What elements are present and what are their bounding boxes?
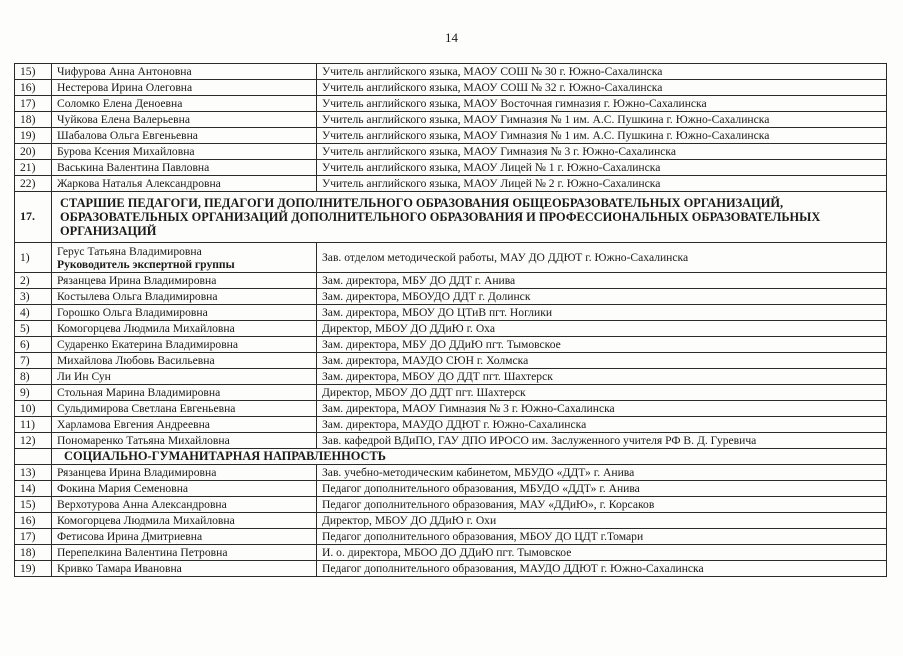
table-row xyxy=(15,401,887,417)
leader-role: Руководитель экспертной группы xyxy=(57,257,235,271)
direction-title: СОЦИАЛЬНО-ГУМАНИТАРНАЯ НАПРАВЛЕННОСТЬ xyxy=(52,449,887,465)
row-number: 11) xyxy=(15,417,52,433)
row-number: 19) xyxy=(15,561,52,577)
row-number: 5) xyxy=(15,321,52,337)
leader-row xyxy=(15,243,887,273)
row-number: 15) xyxy=(15,497,52,513)
position-cell: Учитель английского языка, МАОУ Гимназия № 1 им. А.С. Пушкина г. Южно-Сахалинска xyxy=(317,112,887,128)
table-row xyxy=(15,369,887,385)
table-row xyxy=(15,160,887,176)
position-cell: Педагог дополнительного образования, МАУДО ДДЮТ г. Южно-Сахалинска xyxy=(317,561,887,577)
name-cell: Пономаренко Татьяна Михайловна xyxy=(52,433,317,449)
name-cell: Верхотурова Анна Александровна xyxy=(52,497,317,513)
name-cell: Комогорцева Людмила Михайловна xyxy=(52,513,317,529)
table-row xyxy=(15,176,887,192)
row-number: 7) xyxy=(15,353,52,369)
name-cell: Нестерова Ирина Олеговна xyxy=(52,80,317,96)
name-cell: Фетисова Ирина Дмитриевна xyxy=(52,529,317,545)
row-number: 22) xyxy=(15,176,52,192)
table-body-bottom xyxy=(15,465,887,577)
row-number: 13) xyxy=(15,465,52,481)
section-title: СТАРШИЕ ПЕДАГОГИ, ПЕДАГОГИ ДОПОЛНИТЕЛЬНОГО ОБРАЗОВАНИЯ ОБЩЕОБРАЗОВАТЕЛЬНЫХ ОРГАНИЗАЦИЙ, ОБРАЗОВАТЕЛЬНЫХ ОРГАНИЗАЦИЙ ДОПОЛНИТЕЛЬНОГО ОБРАЗОВАНИЯ И ПРОФЕССИОНАЛЬНЫХ ОБРАЗОВАТЕЛЬНЫХ ОРГАНИЗАЦИЙ xyxy=(52,192,887,243)
expert-table xyxy=(14,63,887,577)
table-row xyxy=(15,513,887,529)
position-cell: Зам. директора, МАУДО СЮН г. Холмска xyxy=(317,353,887,369)
row-number: 2) xyxy=(15,273,52,289)
position-cell: Учитель английского языка, МАОУ Гимназия № 3 г. Южно-Сахалинска xyxy=(317,144,887,160)
position-cell: Педагог дополнительного образования, МАУ «ДДиЮ», г. Корсаков xyxy=(317,497,887,513)
name-cell: Костылева Ольга Владимировна xyxy=(52,289,317,305)
name-cell: Чуйкова Елена Валерьевна xyxy=(52,112,317,128)
name-cell: Фокина Мария Семеновна xyxy=(52,481,317,497)
position-cell: Директор, МБОУ ДО ДДиЮ г. Охи xyxy=(317,513,887,529)
position-cell: Зам. директора, МАОУ Гимназия № 3 г. Южно-Сахалинска xyxy=(317,401,887,417)
position-cell: Зав. кафедрой ВДиПО, ГАУ ДПО ИРОСО им. Заслуженного учителя РФ В. Д. Гуревича xyxy=(317,433,887,449)
table-row xyxy=(15,144,887,160)
table-row xyxy=(15,337,887,353)
position-cell: Зав. учебно-методическим кабинетом, МБУДО «ДДТ» г. Анива xyxy=(317,465,887,481)
name-cell: Сударенко Екатерина Владимировна xyxy=(52,337,317,353)
position-cell: Учитель английского языка, МАОУ Гимназия № 1 им. А.С. Пушкина г. Южно-Сахалинска xyxy=(317,128,887,144)
table-row xyxy=(15,64,887,80)
row-number: 1) xyxy=(15,243,52,273)
table-body-mid xyxy=(15,273,887,449)
row-number: 16) xyxy=(15,80,52,96)
name-cell: Горошко Ольга Владимировна xyxy=(52,305,317,321)
name-cell: Харламова Евгения Андреевна xyxy=(52,417,317,433)
row-number: 9) xyxy=(15,385,52,401)
table-row xyxy=(15,545,887,561)
name-cell: Комогорцева Людмила Михайловна xyxy=(52,321,317,337)
page-number: 14 xyxy=(445,30,458,45)
table-row xyxy=(15,128,887,144)
table-row xyxy=(15,417,887,433)
position-cell: Учитель английского языка, МАОУ Лицей № 2 г. Южно-Сахалинска xyxy=(317,176,887,192)
position-cell: Зам. директора, МБОУДО ДДТ г. Долинск xyxy=(317,289,887,305)
name-cell: Михайлова Любовь Васильевна xyxy=(52,353,317,369)
position-cell: Зам. директора, МАУДО ДДЮТ г. Южно-Сахалинска xyxy=(317,417,887,433)
table-row xyxy=(15,321,887,337)
table-row xyxy=(15,497,887,513)
name-cell: Чифурова Анна Антоновна xyxy=(52,64,317,80)
position-cell: Педагог дополнительного образования, МБОУ ДО ЦДТ г.Томари xyxy=(317,529,887,545)
row-number: 10) xyxy=(15,401,52,417)
row-number: 17) xyxy=(15,529,52,545)
position-cell: Зам. директора, МБУ ДО ДДиЮ пгт. Тымовское xyxy=(317,337,887,353)
name-cell: Рязанцева Ирина Владимировна xyxy=(52,273,317,289)
section-17 xyxy=(15,192,887,273)
table-row xyxy=(15,112,887,128)
row-number: 8) xyxy=(15,369,52,385)
table-row xyxy=(15,273,887,289)
row-number: 6) xyxy=(15,337,52,353)
name-cell: Стольная Марина Владимировна xyxy=(52,385,317,401)
name-cell: Соломко Елена Деноевна xyxy=(52,96,317,112)
row-number: 4) xyxy=(15,305,52,321)
row-number: 17) xyxy=(15,96,52,112)
row-number: 18) xyxy=(15,545,52,561)
table-row xyxy=(15,289,887,305)
direction-block xyxy=(15,449,887,465)
position-cell: Учитель английского языка, МАОУ СОШ № 32 г. Южно-Сахалинска xyxy=(317,80,887,96)
position-cell: Педагог дополнительного образования, МБУДО «ДДТ» г. Анива xyxy=(317,481,887,497)
row-number: 18) xyxy=(15,112,52,128)
name-cell: Рязанцева Ирина Владимировна xyxy=(52,465,317,481)
position-cell: Директор, МБОУ ДО ДДиЮ г. Оха xyxy=(317,321,887,337)
position-cell: И. о. директора, МБОО ДО ДДиЮ пгт. Тымовское xyxy=(317,545,887,561)
name-cell: Ли Ин Сун xyxy=(52,369,317,385)
row-number: 16) xyxy=(15,513,52,529)
name-cell: Шабалова Ольга Евгеньевна xyxy=(52,128,317,144)
position-cell: Зам. директора, МБУ ДО ДДТ г. Анива xyxy=(317,273,887,289)
table-row xyxy=(15,353,887,369)
row-number: 12) xyxy=(15,433,52,449)
table-row xyxy=(15,529,887,545)
position-cell: Зав. отделом методической работы, МАУ ДО ДДЮТ г. Южно-Сахалинска xyxy=(317,243,887,273)
row-number: 3) xyxy=(15,289,52,305)
name-cell: Бурова Ксения Михайловна xyxy=(52,144,317,160)
name-cell: Васькина Валентина Павловна xyxy=(52,160,317,176)
table-row xyxy=(15,305,887,321)
table-row xyxy=(15,465,887,481)
row-number: 21) xyxy=(15,160,52,176)
name-cell: Перепелкина Валентина Петровна xyxy=(52,545,317,561)
position-cell: Директор, МБОУ ДО ДДТ пгт. Шахтерск xyxy=(317,385,887,401)
table-row xyxy=(15,385,887,401)
row-number: 19) xyxy=(15,128,52,144)
table-row xyxy=(15,96,887,112)
table-body-top xyxy=(15,64,887,192)
name-cell: Жаркова Наталья Александровна xyxy=(52,176,317,192)
section-header-row xyxy=(15,192,887,243)
position-cell: Учитель английского языка, МАОУ Лицей № 1 г. Южно-Сахалинска xyxy=(317,160,887,176)
table-row xyxy=(15,561,887,577)
section-number: 17. xyxy=(15,192,52,243)
table-row xyxy=(15,481,887,497)
row-number: 20) xyxy=(15,144,52,160)
position-cell: Зам. директора, МБОУ ДО ЦТиВ пгт. Ноглики xyxy=(317,305,887,321)
name-cell xyxy=(52,243,317,273)
table-row xyxy=(15,80,887,96)
name-cell: Сульдимирова Светлана Евгеньевна xyxy=(52,401,317,417)
table-row xyxy=(15,433,887,449)
position-cell: Учитель английского языка, МАОУ СОШ № 30 г. Южно-Сахалинска xyxy=(317,64,887,80)
leader-name: Герус Татьяна Владимировна xyxy=(57,244,202,258)
row-number: 14) xyxy=(15,481,52,497)
direction-empty-cell xyxy=(15,449,52,465)
direction-row xyxy=(15,449,887,465)
position-cell: Зам. директора, МБОУ ДО ДДТ пгт. Шахтерск xyxy=(317,369,887,385)
position-cell: Учитель английского языка, МАОУ Восточная гимназия г. Южно-Сахалинска xyxy=(317,96,887,112)
row-number: 15) xyxy=(15,64,52,80)
name-cell: Кривко Тамара Ивановна xyxy=(52,561,317,577)
